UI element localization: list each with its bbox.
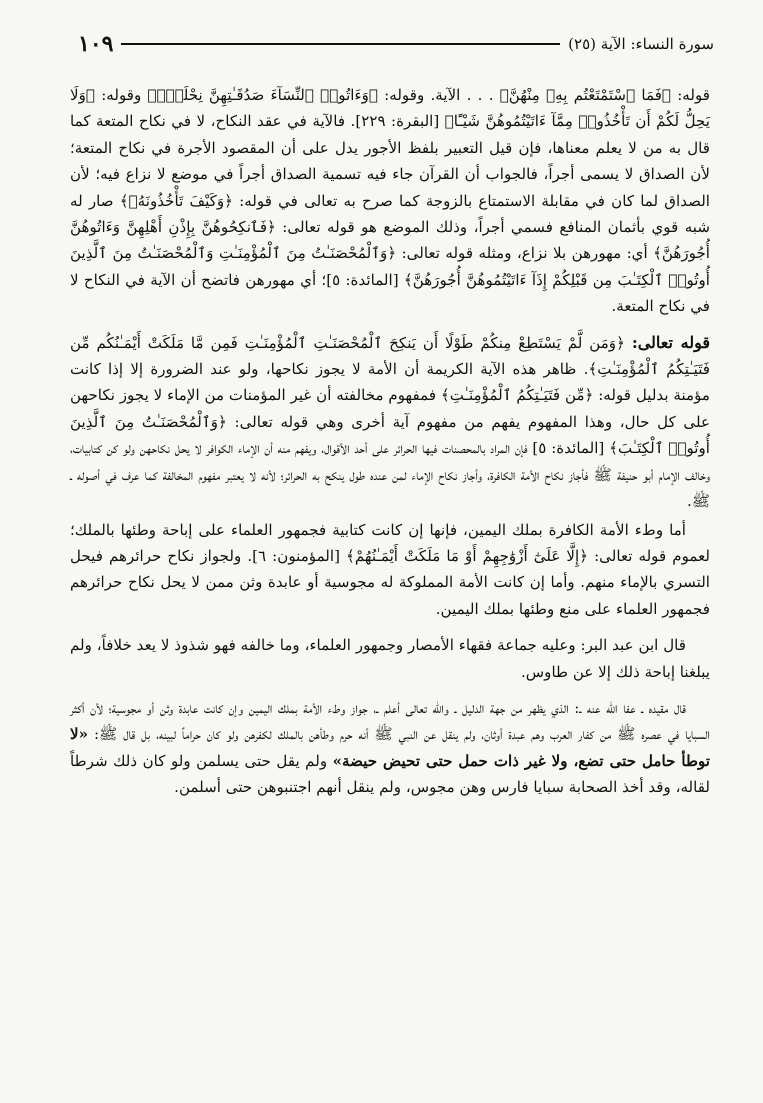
verse-heading: قوله تعالى:: [631, 332, 710, 352]
paragraph-text: قال ابن عبد البر: وعليه جماعة فقهاء الأمصار وجمهور العلماء، وما خالفه فهو شذوذ لا يعد خلافاً، ولم يبلغنا إباحة ذلك إلا عن طاوس.: [70, 636, 710, 681]
paragraph-5: [70, 695, 710, 801]
paragraph-4: [70, 632, 710, 685]
paragraph-text: أما وطء الأمة الكافرة بملك اليمين، فإنها إن كانت كتابية فجمهور العلماء على إباحة وطئها بالملك؛ لعموم قوله تعالى: ﴿إِلَّا عَلَىٰٓ أَزْوَٰجِهِمْ أَوْ مَا مَلَكَتْ أَيْمَـٰنُهُمْ﴾ [المؤمنون: ٦]. ولجواز نكاح حرائرهم فيحل التسري بالإماء منهم. وأما إن كانت الأمة المملوكة له مجوسية أو عابدة وثن ممن لا يحل نكاح حرائرهم فجمهور العلماء على منع وطئها بملك اليمين.: [70, 520, 710, 618]
page-header: [78, 30, 714, 58]
paragraph-1: [70, 82, 710, 320]
paragraph-text: ولم يقل حتى يسلمن ولو كان ذلك شرطاً لقاله، وقد أخذ الصحابة سبايا فارس وهن مجوس، ولم ينقل أنهم اجتنبوهن حتى أسلمن.: [70, 751, 710, 797]
header-rule: [121, 43, 560, 45]
paragraph-2: [70, 330, 710, 515]
hadith-quote: «لا توطأ حامل حتى تضع، ولا غير ذات حمل حتى تحيض حيضة»: [70, 725, 710, 770]
page-number: ١٠٩: [78, 31, 114, 57]
surah-title: سورة النساء: الآية (٢٥): [568, 35, 714, 53]
paragraph-3: [70, 517, 710, 623]
page-body: [70, 82, 710, 801]
paragraph-text: ﴿وَمَن لَّمْ يَسْتَطِعْ مِنكُمْ طَوْلًا أَن يَنكِحَ ٱلْمُحْصَنَـٰتِ ٱلْمُؤْمِنَـٰتِ فَمِن مَّا مَلَكَتْ أَيْمَـٰنُكُم مِّن فَتَيَـٰتِكُمُ ٱلْمُؤْمِنَـٰتِ﴾. ظاهر هذه الآية الكريمة أن الأمة لا يجوز نكاحها، ولو عند الضرورة إلا إذا كانت مؤمنة بدليل قوله: ﴿مِّن فَتَيَـٰتِكُمُ ٱلْمُؤْمِنَـٰتِ﴾ فمفهوم مخالفته أن غير المؤمنات من الإماء لا يجوز نكاحهن على كل حال، وهذا المفهوم يفهم من مفهوم آية أخرى وهي قوله تعالى: ﴿وَٱلْمُحْصَنَـٰتُ مِنَ ٱلَّذِينَ أُوتُوا۟ ٱلْكِتَـٰبَ﴾ [المائدة: ٥] فإن المراد بالمحصنات فيها الحرائر على أحد الأقوال، ويفهم منه أن الإماء الكوافر لا يحل نكاحهن ولو كن كتابيات، وخالف الإمام أبو حنيفة ﷺ فأجاز نكاح الأمة الكافرة، وأجاز نكاح الإماء لمن عنده طول ينكح به الحرائر؛ لأنه لا يعتبر مفهوم المخالفة كما عرف في أصوله ـ ﷺ.: [70, 333, 710, 511]
paragraph-text: قوله: ﴿فَمَا ٱسْتَمْتَعْتُم بِهِۦ مِنْهُنَّ﴾ . . . الآية. وقوله: ﴿وَءَاتُوا۟ ٱلنِّسَآءَ صَدُقَـٰتِهِنَّ نِحْلَةًۚ﴾ وقوله: ﴿وَلَا يَحِلُّ لَكُمْ أَن تَأْخُذُوا۟ مِمَّآ ءَاتَيْتُمُوهُنَّ شَيْـًٔا﴾ [البقرة: ٢٢٩]. فالآية في عقد النكاح، لا في نكاح المتعة كما قال به من لا يعلم معناها، فإن قيل التعبير بلفظ الأجور يدل على أن المقصود الأجرة في نكاح المتعة؛ لأن الصداق لا يسمى أجراً، فالجواب أن القرآن جاء فيه تسمية الصداق أجراً في موضع لا نزاع فيه؛ لأن الصداق لما كان في مقابلة الاستمتاع بالزوجة كما صرح به تعالى في قوله: ﴿وَكَيْفَ تَأْخُذُونَهُۥ﴾ صار له شبه قوي بأثمان المنافع فسمي أجراً، وذلك الموضع هو قوله تعالى: ﴿فَٱنكِحُوهُنَّ بِإِذْنِ أَهْلِهِنَّ وَءَاتُوهُنَّ أُجُورَهُنَّ﴾ أي: مهورهن بلا نزاع، ومثله قوله تعالى: ﴿وَٱلْمُحْصَنَـٰتُ مِنَ ٱلْمُؤْمِنَـٰتِ وَٱلْمُحْصَنَـٰتُ مِنَ ٱلَّذِينَ أُوتُوا۟ ٱلْكِتَـٰبَ مِن قَبْلِكُمْ إِذَآ ءَاتَيْتُمُوهُنَّ أُجُورَهُنَّ﴾ [المائدة: ٥]؛ أي مهورهن فاتضح أن الآية في النكاح لا في نكاح المتعة.: [70, 86, 710, 316]
paragraph-text: قال مقيده ـ عفا الله عنه ـ: الذي يظهر من جهة الدليل ـ والله تعالى أعلم ـ، جواز وطء الأمة بملك اليمين وإن كانت عابدة وثن أو مجوسية؛ لأن أكثر السبايا في عصره ﷺ من كفار العرب وهم عبدة أوثان، ولم ينقل عن النبي ﷺ أنه حرم وطأهن بالملك لكفرهن ولو كان حراماً لبينه، بل قال ﷺ:: [70, 698, 710, 744]
